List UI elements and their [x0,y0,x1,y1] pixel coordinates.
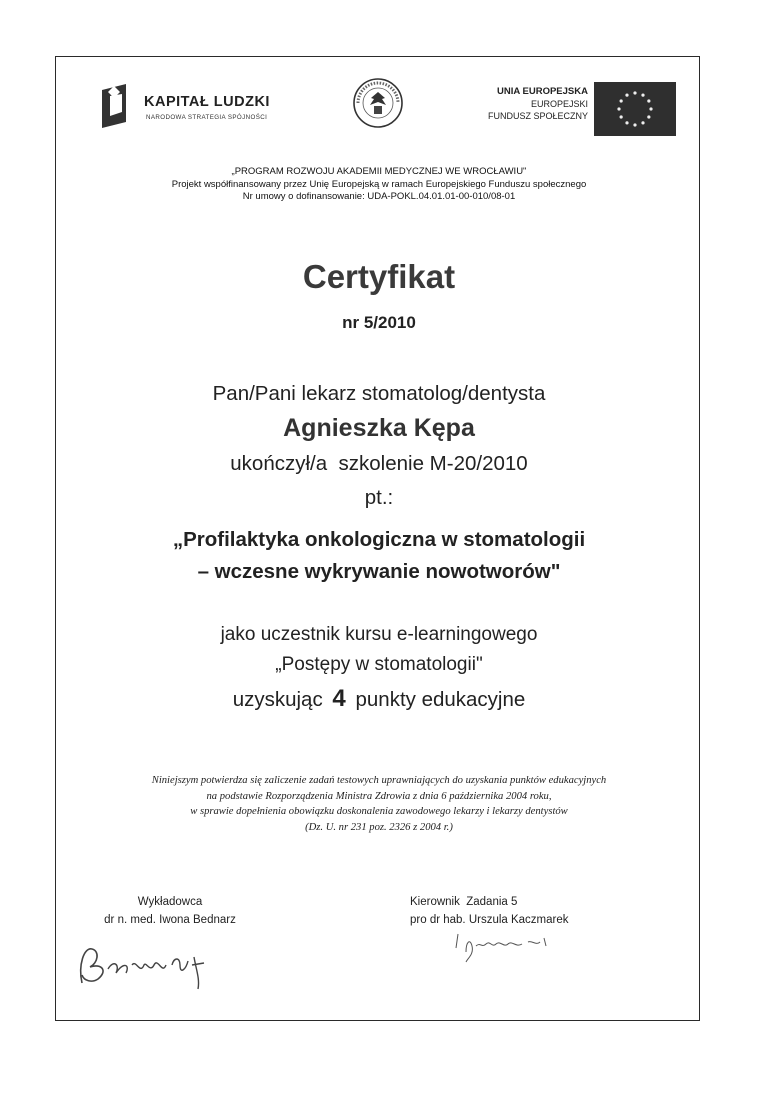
recipient-title: Pan/Pani lekarz stomatolog/dentysta [212,382,546,405]
kapital-ludzki-icon [100,82,130,132]
legal-statement [0,773,758,835]
kapital-ludzki-name: KAPITAŁ LUDZKI [144,94,270,110]
supervisor-signature [452,928,562,968]
eu-star-icon [633,91,636,94]
topic-line-2: – wczesne wykrywanie nowotworów" [197,560,561,583]
legal-line-4: (Dz. U. nr 231 poz. 2326 z 2004 r.) [305,821,453,833]
eu-star-icon [617,107,620,110]
program-title: „PROGRAM ROZWOJU AKADEMII MEDYCZNEJ WE WROCŁAWIU" [231,166,527,177]
points-suffix: punkty edukacyjne [355,688,526,711]
lecturer-name: dr n. med. Iwona Bednarz [104,914,236,926]
eu-star-icon [647,99,650,102]
kapital-ludzki-subtitle: NARODOWA STRATEGIA SPÓJNOŚCI [146,114,268,121]
legal-line-3: w sprawie dopełnienia obowiązku doskonalenia zawodowego lekarzy i lekarzy dentystów [190,806,568,817]
eu-star-icon [641,121,644,124]
kapital-ludzki-logo [100,82,300,132]
university-seal-icon [352,72,404,134]
course-name: „Postępy w stomatologii" [275,654,483,675]
program-cofinancing: Projekt współfinansowany przez Unię Europejską w ramach Europejskiego Funduszu społecznego [171,178,587,190]
supervisor-name: pro dr hab. Urszula Kaczmarek [410,914,569,926]
certificate-number: nr 5/2010 [342,313,416,332]
eu-label-3: FUNDUSZ SPOŁECZNY [487,111,588,121]
eu-star-icon [620,115,623,118]
eu-star-icon [633,123,636,126]
points-value: 4 [332,685,346,712]
participant-line: jako uczestnik kursu e-learningowego [220,624,538,645]
legal-line-1: Niniejszym potwierdza się zaliczenie zadań testowych uprawniających do uzyskania punktów edukacyjnych [151,775,607,786]
recipient-name: Agnieszka Kępa [283,414,475,442]
eu-logo-text [450,86,588,122]
certificate-title: Certyfikat [302,258,456,295]
signature-block-right [410,893,610,929]
program-contract-number: Nr umowy o dofinansowanie: UDA-POKL.04.01.01-00-010/08-01 [242,191,516,202]
points-prefix: uzyskując [232,688,323,711]
completion-line: ukończył/a szkolenie M-20/2010 [230,452,528,475]
eu-label-2: EUROPEJSKI [530,99,588,109]
eu-star-icon [649,107,652,110]
eu-star-icon [625,121,628,124]
program-header [0,166,758,204]
eu-star-icon [647,115,650,118]
supervisor-role: Kierownik Zadania 5 [410,896,518,908]
eu-flag-icon [594,82,676,136]
points-line [0,685,758,713]
eu-star-icon [641,94,644,97]
signature-block-left [80,893,260,929]
topic-line-1: „Profilaktyka onkologiczna w stomatologii [172,528,586,551]
lecturer-signature [68,935,228,995]
lecturer-role: Wykładowca [137,896,203,908]
eu-label-1: UNIA EUROPEJSKA [497,86,588,97]
eu-star-icon [625,94,628,97]
pt-label: pt.: [364,486,394,509]
eu-star-icon [620,99,623,102]
legal-line-2: na podstawie Rozporządzenia Ministra Zdrowia z dnia 6 października 2004 roku, [206,790,552,802]
